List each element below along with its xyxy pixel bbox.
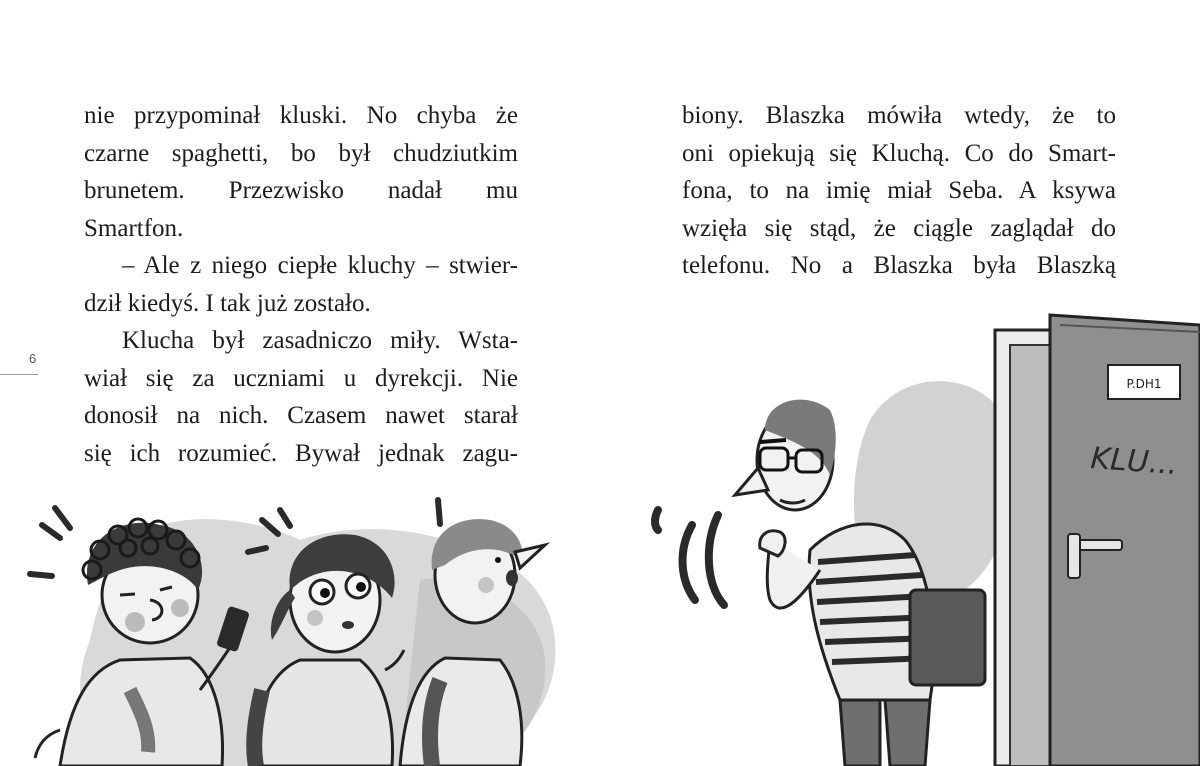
- text-line: czarne spaghetti, bo był chudziutkim: [84, 139, 518, 167]
- text-line: się ich rozumieć. Bywał jednak zagu-: [84, 439, 518, 467]
- text-line: wzięła się stąd, że ciągle zaglądał do: [682, 214, 1116, 242]
- page-number-rule: [0, 374, 38, 375]
- text-line: telefonu. No a Blaszka była Blaszką: [682, 252, 1116, 279]
- text-line: – Ale z niego ciepłe kluchy – stwier-: [122, 252, 518, 279]
- text-line: fona, to na imię miał Seba. A ksywa: [682, 177, 1116, 204]
- text-line: oni opiekują się Kluchą. Co do Smart-: [682, 139, 1116, 167]
- page-number: 6: [29, 351, 37, 366]
- door-sign-text: P.DH1: [1126, 377, 1162, 391]
- text-line: Klucha był zasadniczo miły. Wsta-: [122, 327, 518, 354]
- text-line: donosił na nich. Czasem nawet starał: [84, 402, 518, 429]
- text-line: Smartfon.: [84, 214, 184, 242]
- illustration-teacher-door: [640, 300, 1200, 766]
- text-line: brunetem. Przezwisko nadał mu: [84, 177, 518, 204]
- text-line: wiał się za uczniami u dyrekcji. Nie: [84, 364, 518, 392]
- right-column-text: [682, 97, 1116, 285]
- text-line: biony. Blaszka mówiła wtedy, że to: [682, 102, 1116, 129]
- illustration-children: [0, 490, 580, 766]
- text-line: nie przypominał kluski. No chyba że: [84, 102, 518, 129]
- text-line: dził kiedyś. I tak już zostało.: [84, 289, 371, 317]
- door-graffiti-text: KLU...: [1089, 441, 1179, 483]
- left-column-text: [84, 97, 518, 472]
